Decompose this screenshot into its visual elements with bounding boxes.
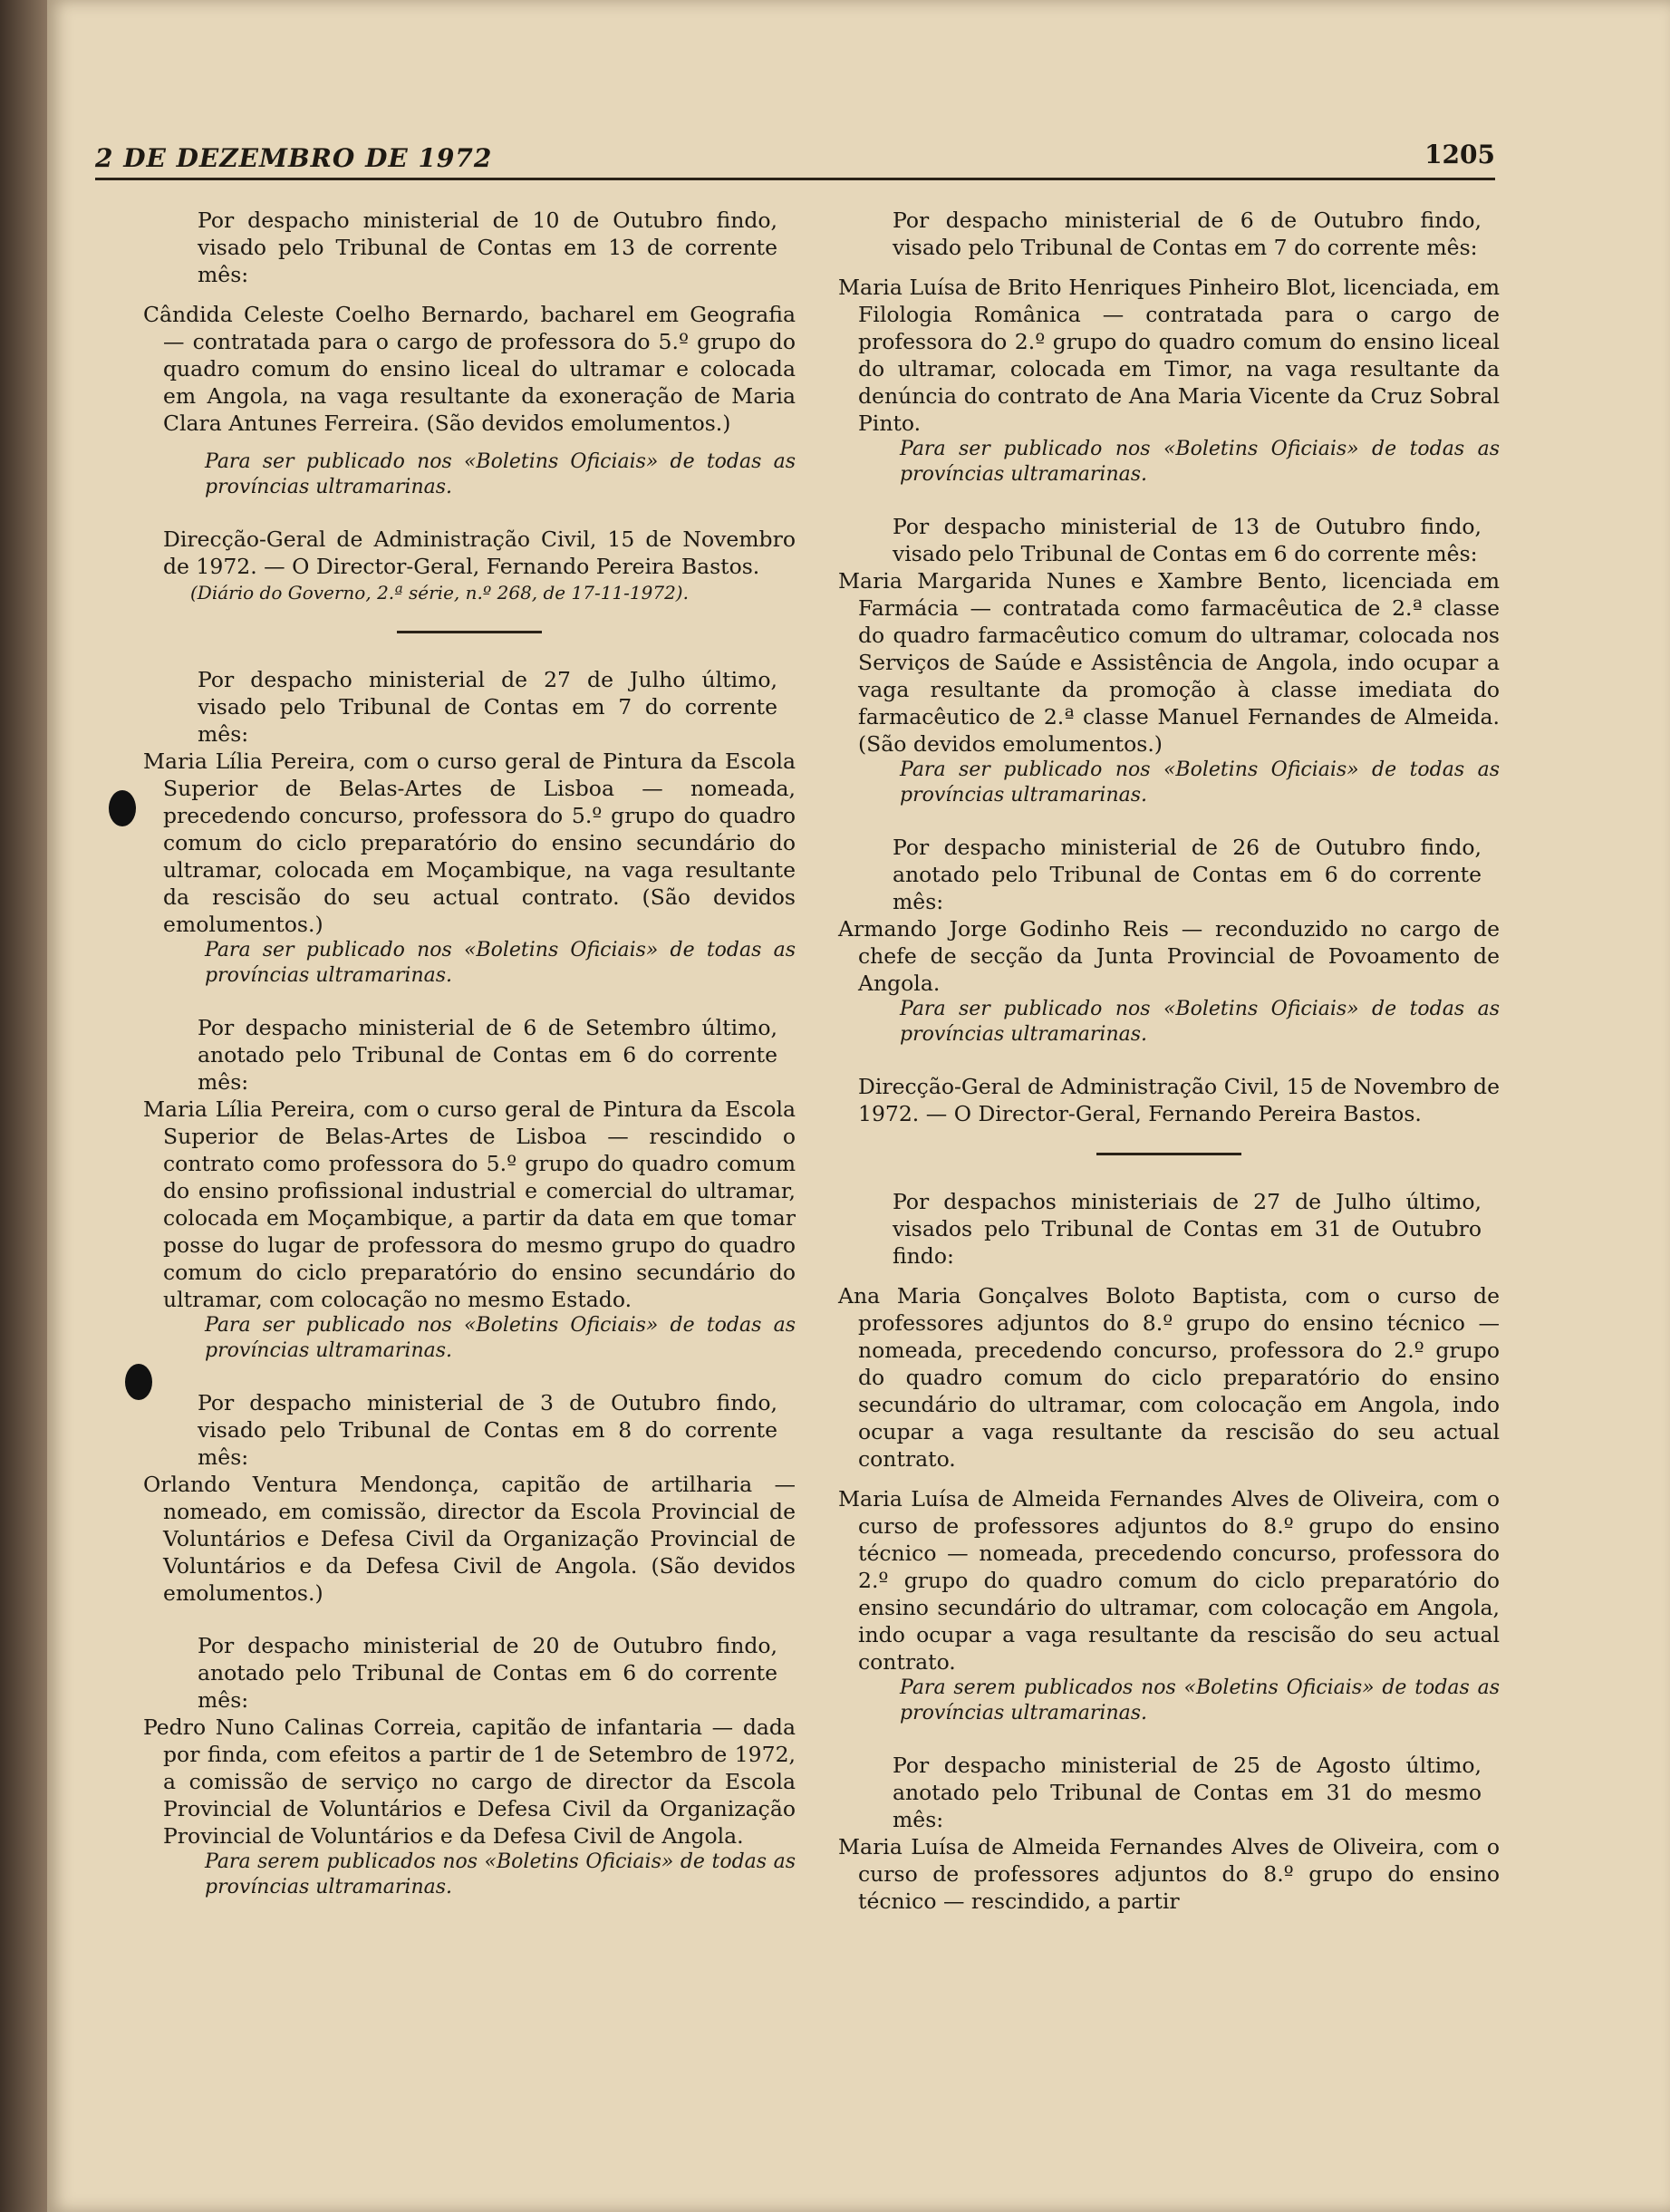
publication-note: Para ser publicado nos «Boletins Oficiais» de todas as províncias ultramarinas. xyxy=(900,758,1500,807)
publication-note: Para ser publicado nos «Boletins Oficiais» de todas as províncias ultramarinas. xyxy=(900,998,1500,1046)
publication-note: Para serem publicados nos «Boletins Oficiais» de todas as províncias ultramarinas. xyxy=(900,1676,1500,1724)
publication-note: Para ser publicado nos «Boletins Oficiais» de todas as províncias ultramarinas. xyxy=(205,939,796,987)
dispatch-intro: Por despacho ministerial de 27 de Julho último, visado pelo Tribunal de Contas em 7 do corrente mês: xyxy=(198,667,777,747)
dispatch-intro: Por despacho ministerial de 20 de Outubro findo, anotado pelo Tribunal de Contas em 6 do corrente mês: xyxy=(198,1633,777,1713)
header-date: 2 DE DEZEMBRO DE 1972 xyxy=(95,143,493,173)
dispatch-body: Orlando Ventura Mendonça, capitão de artilharia — nomeado, em comissão, director da Escola Provincial de Voluntários e Defesa Civil da Organização Provincial de Voluntários e da Defesa Civil de Angola. (São devidos emolumentos.) xyxy=(143,1472,796,1606)
book-spine xyxy=(0,0,47,2212)
section-divider xyxy=(397,631,542,633)
dispatch-intro: Por despacho ministerial de 26 de Outubro findo, anotado pelo Tribunal de Contas em 6 do corrente mês: xyxy=(893,835,1482,914)
publication-note: Para ser publicado nos «Boletins Oficiais» de todas as províncias ultramarinas. xyxy=(205,1314,796,1362)
signature-block: Direcção-Geral de Administração Civil, 15 de Novembro de 1972. — O Director-Geral, Fernando Pereira Bastos. xyxy=(163,526,796,579)
page-number: 1205 xyxy=(1424,140,1495,169)
dispatch-body: Maria Luísa de Brito Henriques Pinheiro Blot, licenciada, em Filologia Românica — contratada para o cargo de professora do 2.º grupo do quadro comum do ensino liceal do ultramar, colocada em Timor, na vaga resultante da denúncia do contrato de Ana Maria Vicente da Cruz Sobral Pinto. xyxy=(838,275,1500,436)
publication-note: Para ser publicado nos «Boletins Oficiais» de todas as províncias ultramarinas. xyxy=(205,450,796,498)
dispatch-body: Maria Luísa de Almeida Fernandes Alves de Oliveira, com o curso de professores adjuntos do 8.º grupo do ensino técnico — nomeada, precedendo concurso, professora do 2.º grupo do quadro comum do ciclo preparatório do ensino secundário do ultramar, com colocação em Angola, indo ocupar a vaga resultante da rescisão do seu actual contrato. xyxy=(838,1486,1500,1675)
dispatch-intro: Por despacho ministerial de 3 de Outubro findo, visado pelo Tribunal de Contas em 8 do corrente mês: xyxy=(198,1390,777,1470)
dispatch-intro: Por despacho ministerial de 6 de Setembro último, anotado pelo Tribunal de Contas em 6 do corrente mês: xyxy=(198,1015,777,1095)
right-column xyxy=(838,207,1500,1915)
dispatch-body: Maria Lília Pereira, com o curso geral de Pintura da Escola Superior de Belas-Artes de Lisboa — rescindido o contrato como professora do 5.º grupo do quadro comum do ensino profissional industrial e comercial do ultramar, colocada em Moçambique, a partir da data em que tomar posse do lugar de professora do mesmo grupo do quadro comum do ciclo preparatório do ensino secundário do ultramar, com colocação no mesmo Estado. xyxy=(143,1096,796,1312)
punch-hole-top xyxy=(109,790,136,826)
dispatch-intro: Por despachos ministeriais de 27 de Julho último, visados pelo Tribunal de Contas em 31 de Outubro findo: xyxy=(893,1189,1482,1269)
page-header xyxy=(95,136,1495,180)
publication-note: Para ser publicado nos «Boletins Oficiais» de todas as províncias ultramarinas. xyxy=(900,438,1500,486)
section-divider xyxy=(1096,1153,1241,1155)
dispatch-body: Cândida Celeste Coelho Bernardo, bacharel em Geografia — contratada para o cargo de professora do 5.º grupo do quadro comum do ensino liceal do ultramar e colocada em Angola, na vaga resultante da exoneração de Maria Clara Antunes Ferreira. (São devidos emolumentos.) xyxy=(143,302,796,436)
dispatch-body: Armando Jorge Godinho Reis — reconduzido no cargo de chefe de secção da Junta Provincial de Povoamento de Angola. xyxy=(838,916,1500,996)
left-column xyxy=(143,207,796,1900)
publication-note: Para serem publicados nos «Boletins Oficiais» de todas as províncias ultramarinas. xyxy=(205,1850,796,1898)
dispatch-body: Maria Lília Pereira, com o curso geral de Pintura da Escola Superior de Belas-Artes de Lisboa — nomeada, precedendo concurso, professora do 5.º grupo do quadro comum do ciclo preparatório do ensino secundário do ultramar, colocada em Moçambique, na vaga resultante da rescisão do seu actual contrato. (São devidos emolumentos.) xyxy=(143,749,796,937)
dispatch-intro: Por despacho ministerial de 25 de Agosto último, anotado pelo Tribunal de Contas em 31 do mesmo mês: xyxy=(893,1753,1482,1832)
dispatch-body: Ana Maria Gonçalves Boloto Baptista, com o curso de professores adjuntos do 8.º grupo do ensino técnico — nomeada, precedendo concurso, professora do 2.º grupo do quadro comum do ciclo preparatório do ensino secundário do ultramar, com colocação em Angola, indo ocupar a vaga resultante da rescisão do seu actual contrato. xyxy=(838,1283,1500,1472)
dispatch-body: Maria Luísa de Almeida Fernandes Alves de Oliveira, com o curso de professores adjuntos do 8.º grupo do ensino técnico — rescindido, a partir xyxy=(838,1834,1500,1914)
source-citation: (Diário do Governo, 2.ª série, n.º 268, de 17-11-1972). xyxy=(190,582,689,604)
dispatch-body: Pedro Nuno Calinas Correia, capitão de infantaria — dada por finda, com efeitos a partir de 1 de Setembro de 1972, a comissão de serviço no cargo de director da Escola Provincial de Voluntários e Defesa Civil da Organização Provincial de Voluntários e da Defesa Civil de Angola. xyxy=(143,1715,796,1849)
signature-block: Direcção-Geral de Administração Civil, 15 de Novembro de 1972. — O Director-Geral, Fernando Pereira Bastos. xyxy=(858,1074,1500,1126)
dispatch-body: Maria Margarida Nunes e Xambre Bento, licenciada em Farmácia — contratada como farmacêutica de 2.ª classe do quadro farmacêutico comum do ultramar, colocada nos Serviços de Saúde e Assistência de Angola, indo ocupar a vaga resultante da promoção à classe imediata do farmacêutico de 2.ª classe Manuel Fernandes de Almeida. (São devidos emolumentos.) xyxy=(838,568,1500,757)
dispatch-intro: Por despacho ministerial de 6 de Outubro findo, visado pelo Tribunal de Contas em 7 do corrente mês: xyxy=(893,208,1482,260)
dispatch-intro: Por despacho ministerial de 13 de Outubro findo, visado pelo Tribunal de Contas em 6 do corrente mês: xyxy=(893,514,1482,566)
dispatch-intro: Por despacho ministerial de 10 de Outubro findo, visado pelo Tribunal de Contas em 13 de corrente mês: xyxy=(198,208,777,287)
